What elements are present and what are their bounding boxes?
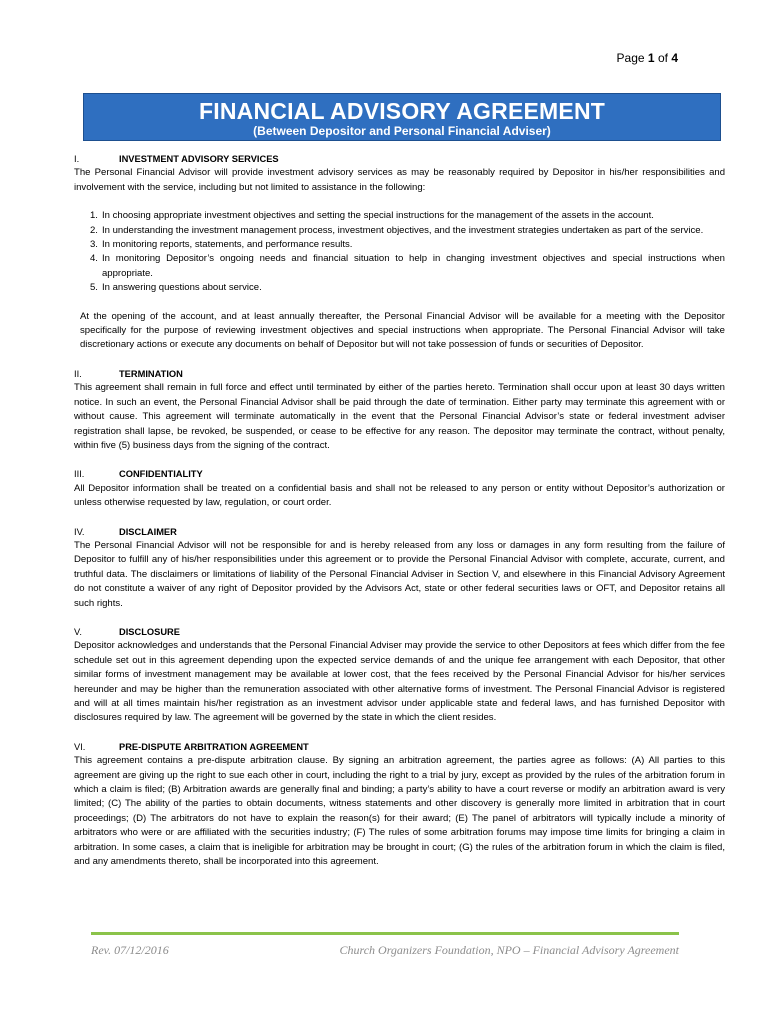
- section-6-body: This agreement contains a pre-dispute arbitration clause. By signing an arbitration agreement, the parties agree as follows: (A) All parties to this agreement are giving up the right to sue each other in court, including the right to a trial by jury, except as provided by the rules of the arbitration forum in which a claim is filed; (B) Arbitration awards are generally final and binding; a party’s ability to have a court reverse or modify an arbitration award is very limited; (C) The ability of the parties to obtain documents, witness statements and other discovery is generally more limited in arbitration that in court proceedings; (D) The arbitrators do not have to explain the reason(s) for their award; (E) The panel of arbitrators will typically include a minority of arbitrators who were or are affiliated with the securities industry; (F) The rules of some arbitration forums may impose time limits for bringing a claim in arbitration. In some cases, a claim that is ineligible for arbitration may be brought in court; (G) the rules of the arbitration forum in which the claim is filed, and any amendments thereto, shall be incorporated into this agreement.: [74, 755, 725, 868]
- document-subtitle: (Between Depositor and Personal Financial Adviser): [253, 124, 551, 138]
- section-number: VI.: [74, 741, 86, 752]
- document-title: FINANCIAL ADVISORY AGREEMENT: [199, 98, 605, 124]
- list-item: 5. In answering questions about service.: [90, 282, 262, 294]
- section-1-closing: At the opening of the account, and at least annually thereafter, the Personal Financial Advisor will be available for a meeting with the Depositor specifically for the purpose of reviewing investment objectives and special instructions when appropriate. The Personal Financial Advisor will take discretionary actions or execute any documents on behalf of Depositor but will not take possession of funds or securities of Depositor.: [80, 310, 725, 351]
- page-footer: [91, 943, 679, 958]
- list-item: 2. In understanding the investment management process, investment objectives, and the investment strategies undertaken as part of the service.: [90, 224, 704, 236]
- total-pages: 4: [671, 51, 678, 65]
- section-heading-5: [74, 625, 725, 639]
- section-number: III.: [74, 469, 85, 480]
- section-number: IV.: [74, 526, 85, 537]
- section-4-body: The Personal Financial Advisor will not be responsible for and is hereby released from any loss or damages in any form resulting from the failure of Depositor to fulfill any of his/her responsibilities under this agreement or to provide the Personal Financial Advisor with complete, accurate, current, and truthful data. The disclaimers or limitations of liability of the Personal Financial Adviser in Section V, and elsewhere in this Financial Advisory Agreement do not constitute a waiver of any right of Depositor provided by the Advisors Act, state or other federal securities laws or OFT, and Depositor retains all such rights.: [74, 539, 725, 609]
- current-page: 1: [647, 51, 655, 65]
- page-of: of: [657, 51, 668, 65]
- section-heading-4: [74, 525, 725, 539]
- footer-organization: Church Organizers Foundation, NPO – Financial Advisory Agreement: [339, 943, 679, 957]
- section-title: CONFIDENTIALITY: [119, 469, 203, 480]
- section-heading-3: [74, 467, 725, 481]
- list-item: 4. In monitoring Depositor’s ongoing needs and financial situation to help in changing investment objectives and special instructions when appropriate.: [90, 253, 725, 279]
- list-item: 3. In monitoring reports, statements, and performance results.: [90, 239, 353, 251]
- section-2-body: This agreement shall remain in full force and effect until terminated by either of the parties hereto. Termination shall occur upon at least 30 days written notice. In such an event, the Personal Financial Advisor shall be paid through the date of termination. Either party may terminate this agreement with or without cause. This agreement will terminate automatically in the event that the Personal Financial Advisor’s state or federal investment adviser registration shall lapse, be revoked, be suspended, or cease to be effective for any reason. The depositor may terminate the contract, without penalty, within five (5) business days from the signing of the contract.: [74, 382, 725, 451]
- document-body: [74, 152, 725, 869]
- section-title: DISCLOSURE: [119, 626, 180, 637]
- section-3-body: All Depositor information shall be treated on a confidential basis and shall not be released to any person or entity without Depositor’s authorization or unless otherwise requested by law, regulation, or court order.: [74, 482, 725, 509]
- services-list: [74, 209, 725, 295]
- section-heading-2: [74, 367, 725, 381]
- footer-divider: [91, 932, 679, 935]
- section-number: II.: [74, 368, 82, 379]
- page-label: Page: [616, 51, 645, 65]
- title-banner: [83, 93, 721, 141]
- section-heading-6: [74, 740, 725, 754]
- section-1-intro: The Personal Financial Advisor will provide investment advisory services as may be reasonably required by Depositor in his/her responsibilities and involvement with the service, including but not limited to assistance in the following:: [74, 167, 725, 193]
- section-title: PRE-DISPUTE ARBITRATION AGREEMENT: [119, 741, 309, 752]
- section-title: INVESTMENT ADVISORY SERVICES: [119, 154, 279, 164]
- page-number: [617, 51, 678, 65]
- section-title: TERMINATION: [119, 368, 183, 379]
- section-heading-1: [74, 152, 725, 166]
- section-number: V.: [74, 626, 82, 637]
- section-number: I.: [74, 154, 80, 164]
- revision-date: Rev. 07/12/2016: [91, 943, 169, 957]
- section-5-body: Depositor acknowledges and understands that the Personal Financial Adviser may provide the service to other Depositors at fees which differ from the fee schedule set out in this agreement depending upon the expected service demands of and the unique fee arrangement with each Depositor, that other similar forms of investment management may be available at lower cost, that the fees received by the Personal Financial Advisor for his/her services hereunder and may be higher than the remuneration associated with other alternative forms of investment. The Personal Financial Advisor is registered and will at all times maintain his/her registration as an investment advisor under applicable state and federal laws, and has furnished Depositor with disclosures required by law. The agreement will be governed by the state in which the client resides.: [74, 640, 725, 724]
- section-title: DISCLAIMER: [119, 526, 177, 537]
- list-item: 1. In choosing appropriate investment objectives and setting the special instructions for the management of the assets in the account.: [90, 210, 654, 222]
